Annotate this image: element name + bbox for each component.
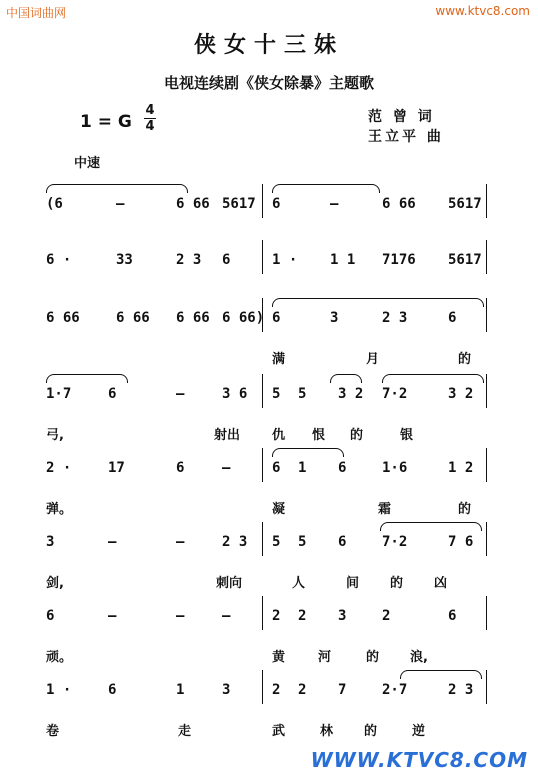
- lyric: 的: [458, 502, 472, 517]
- lyric: 逆: [412, 724, 426, 739]
- note-group: 2 ·: [46, 460, 72, 476]
- note-group: 5: [298, 534, 307, 550]
- bar-line: [262, 298, 263, 332]
- song-subtitle: 电视连续剧《侠女除暴》主题歌: [163, 74, 374, 92]
- note-group: 2·7: [382, 682, 408, 698]
- note-group: —: [116, 196, 125, 212]
- slur: [400, 670, 482, 679]
- lyric: 剑,: [46, 576, 64, 591]
- lyric: 弓,: [46, 428, 64, 443]
- note-group: 5: [298, 386, 307, 402]
- tempo-marking: 中速: [74, 156, 101, 171]
- note-group: 1 ·: [272, 252, 298, 268]
- lyric: 武: [272, 724, 286, 739]
- lyric: 恨: [312, 428, 326, 443]
- note-group: 6: [108, 386, 117, 402]
- bar-line: [262, 670, 263, 704]
- bar-line: [486, 522, 487, 556]
- lyric: 林: [320, 724, 334, 739]
- meter-top: 4: [145, 103, 155, 118]
- note-group: —: [176, 608, 185, 624]
- lyric: 凝: [272, 502, 286, 517]
- note-group: 2 3: [222, 534, 248, 550]
- lyric: 走: [178, 724, 192, 739]
- watermark-bottom: WWW.KTVC8.COM: [310, 748, 528, 772]
- slur: [272, 448, 344, 457]
- note-group: 2: [298, 608, 307, 624]
- note-group: 7: [338, 682, 347, 698]
- lyric: 黄: [272, 650, 286, 665]
- lyric: 浪,: [410, 650, 428, 665]
- note-group: 6 66: [46, 310, 80, 326]
- note-group: 6 66: [116, 310, 150, 326]
- lyric: 的: [350, 428, 364, 443]
- key-signature: 1 = G: [80, 112, 132, 132]
- note-group: 3 2: [338, 386, 364, 402]
- lyric: 的: [390, 576, 404, 591]
- note-group: 5617: [222, 196, 256, 212]
- bar-line: [486, 670, 487, 704]
- lyric: 满: [272, 352, 286, 367]
- meter-bottom: 4: [145, 119, 155, 134]
- note-group: 3: [338, 608, 347, 624]
- slur: [330, 374, 362, 383]
- note-group: 3 6: [222, 386, 248, 402]
- lyric: 霜: [378, 502, 392, 517]
- note-group: 6: [272, 460, 281, 476]
- note-group: 3: [330, 310, 339, 326]
- note-group: 6: [176, 460, 185, 476]
- bar-line: [486, 596, 487, 630]
- note-group: 2: [382, 608, 391, 624]
- note-group: 6 66: [176, 310, 210, 326]
- note-group: —: [330, 196, 339, 212]
- note-group: 6 66: [382, 196, 416, 212]
- note-group: 6: [222, 252, 231, 268]
- note-group: 2: [272, 608, 281, 624]
- slur: [380, 522, 482, 531]
- lyric: 河: [318, 650, 332, 665]
- bar-line: [486, 298, 487, 332]
- note-group: 7·2: [382, 386, 408, 402]
- slur: [46, 374, 128, 383]
- time-signature: [144, 103, 156, 134]
- bar-line: [262, 374, 263, 408]
- note-group: 2: [272, 682, 281, 698]
- lyric: 的: [458, 352, 472, 367]
- note-group: 2 3: [382, 310, 408, 326]
- note-group: 6: [338, 460, 347, 476]
- note-group: 2 3: [176, 252, 202, 268]
- note-group: 6: [108, 682, 117, 698]
- note-group: 6: [46, 608, 55, 624]
- watermark-left: 中国词曲网: [6, 6, 67, 20]
- bar-line: [262, 522, 263, 556]
- bar-line: [486, 374, 487, 408]
- note-group: 1·6: [382, 460, 408, 476]
- lyric: 顽。: [46, 650, 73, 665]
- note-group: 5617: [448, 252, 482, 268]
- note-group: 6: [448, 608, 457, 624]
- note-group: 3 2: [448, 386, 474, 402]
- slur: [382, 374, 484, 383]
- lyric: 银: [400, 428, 414, 443]
- note-group: —: [222, 608, 231, 624]
- lyric: 间: [346, 576, 360, 591]
- lyric: 弹。: [46, 502, 73, 517]
- slur: [272, 184, 380, 193]
- note-group: —: [176, 534, 185, 550]
- bar-line: [262, 596, 263, 630]
- note-group: 3: [46, 534, 55, 550]
- lyric: 刺向: [216, 576, 243, 591]
- note-group: 3: [222, 682, 231, 698]
- lyricist-credit: 范 曾 词: [368, 109, 435, 125]
- note-group: 5: [272, 534, 281, 550]
- bar-line: [262, 184, 263, 218]
- note-group: —: [176, 386, 185, 402]
- note-group: 1 2: [448, 460, 474, 476]
- note-group: —: [108, 534, 117, 550]
- bar-line: [262, 448, 263, 482]
- note-group: —: [108, 608, 117, 624]
- composer-credit: 王立平 曲: [368, 129, 444, 145]
- lyric: 射出: [214, 428, 241, 443]
- note-group: 6: [448, 310, 457, 326]
- song-title: 侠女十三妹: [193, 33, 344, 58]
- note-group: 7·2: [382, 534, 408, 550]
- note-group: 1·7: [46, 386, 72, 402]
- note-group: (6: [46, 196, 63, 212]
- note-group: 2: [298, 682, 307, 698]
- note-group: 7 6: [448, 534, 474, 550]
- note-group: 1 1: [330, 252, 356, 268]
- note-group: 6 ·: [46, 252, 72, 268]
- lyric: 仇: [272, 428, 286, 443]
- note-group: 5617: [448, 196, 482, 212]
- bar-line: [486, 448, 487, 482]
- lyric: 的: [364, 724, 378, 739]
- note-group: —: [222, 460, 231, 476]
- note-group: 1 ·: [46, 682, 72, 698]
- note-group: 7176: [382, 252, 416, 268]
- note-group: 6: [272, 196, 281, 212]
- note-group: 6 66): [222, 310, 265, 326]
- note-group: 6 66: [176, 196, 210, 212]
- bar-line: [486, 184, 487, 218]
- watermark-right: www.ktvc8.com: [435, 4, 530, 18]
- lyric: 月: [366, 352, 380, 367]
- lyric: 卷: [46, 724, 60, 739]
- note-group: 1: [298, 460, 307, 476]
- note-group: 6: [338, 534, 347, 550]
- note-group: 5: [272, 386, 281, 402]
- note-group: 17: [108, 460, 125, 476]
- lyric: 的: [366, 650, 380, 665]
- note-group: 2 3: [448, 682, 474, 698]
- lyric: 人: [292, 576, 306, 591]
- bar-line: [486, 240, 487, 274]
- slur: [272, 298, 484, 307]
- note-group: 6: [272, 310, 281, 326]
- slur: [46, 184, 188, 193]
- lyric: 凶: [434, 576, 448, 591]
- bar-line: [262, 240, 263, 274]
- note-group: 1: [176, 682, 185, 698]
- note-group: 33: [116, 252, 133, 268]
